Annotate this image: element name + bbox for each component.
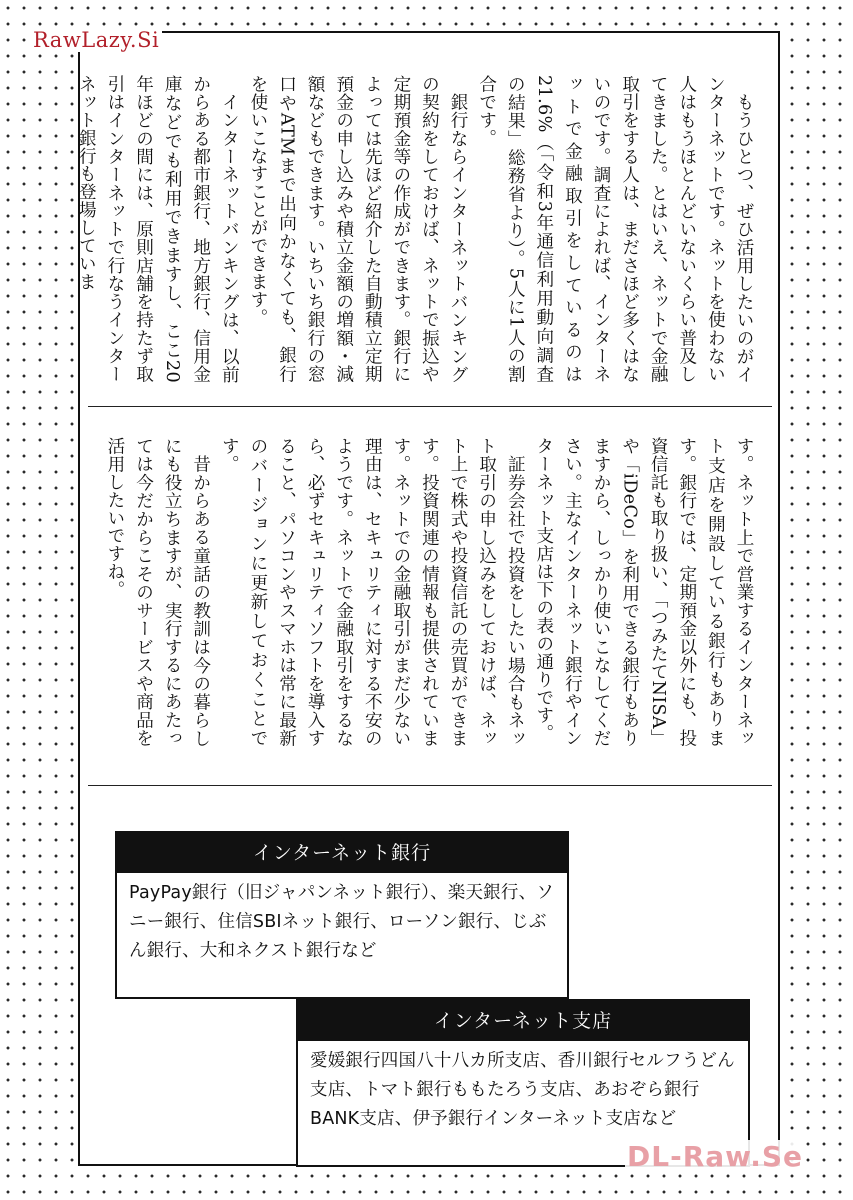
section-divider <box>88 785 772 786</box>
paragraph: インターネットバンキングは、以前からある都市銀行、地方銀行、信用金庫などでも利用できますし、ここ20年ほどの間には、原則店舗を持たず取引はインターネットで行なうインターネット銀行も登場していま <box>76 75 240 383</box>
paragraph: もうひとつ、ぜひ活用したいのがインターネットです。ネットを使わない人はもうほとんどいないくらい普及してきました。とはいえ、ネットで金融取引をする人は、まださほど多くはないのです。調査によれば、インターネットで金融取引をしているのは21.6%（「令和3年通信利用動向調査の結果」総務省より）。5人に1人の割合です。 <box>476 75 754 383</box>
watermark-bottom: DL-Raw.Se <box>627 1140 804 1173</box>
article-section-2 <box>104 437 758 747</box>
paragraph: 証券会社で投資をしたい場合もネット取引の申し込みをしておけば、ネット上で株式や投資信託の売買ができます。投資関連の情報も提供されています。ネットでの金融取引がまだ少ない理由は、セキュリティに対する不安のようです。ネットで金融取引をするなら、必ずセキュリティソフトを導入すること、パソコンやスマホは常に最新のバージョンに更新しておくことです。 <box>219 437 526 747</box>
box-title: インターネット銀行 <box>117 833 567 873</box>
box-body: PayPay銀行（旧ジャパンネット銀行）、楽天銀行、ソニー銀行、住信SBIネット銀行、ローソン銀行、じぶん銀行、大和ネクスト銀行など <box>129 883 554 961</box>
box-body: 愛媛銀行四国八十八カ所支店、香川銀行セルフうどん支店、トマト銀行ももたろう支店、あおぞら銀行BANK支店、伊予銀行インターネット支店など <box>310 1051 735 1129</box>
internet-banks-box <box>115 831 569 999</box>
section-divider <box>88 406 772 407</box>
paragraph: 銀行ならインターネットバンキングの契約をしておけば、ネットで振込や定期預金等の作成ができます。銀行によっては先ほど紹介した自動積立定期預金の申し込みや積立金額の増額・減額などもできます。いちいち銀行の窓口やATMまで出向かなくても、銀行を使いこなすことができます。 <box>247 75 469 383</box>
article-frame <box>78 31 780 1166</box>
box-title: インターネット支店 <box>298 1001 748 1041</box>
watermark-top: RawLazy.Si <box>30 28 162 52</box>
article-section-1 <box>76 75 758 383</box>
paragraph: 昔からある童話の教訓は今の暮らしにも役立ちますが、実行するにあたっては今だからこそのサービスや商品を活用したいですね。 <box>104 437 211 747</box>
paragraph: す。ネット上で営業するインターネット支店を開設している銀行もあります。銀行では、定期預金以外にも、投資信託も取り扱い、「つみたてNISA」や「iDeCo」を利用できる銀行もありますから、しっかり使いこなしてください。主なインターネット銀行やインターネット支店は下の表の通りです。 <box>533 437 754 747</box>
